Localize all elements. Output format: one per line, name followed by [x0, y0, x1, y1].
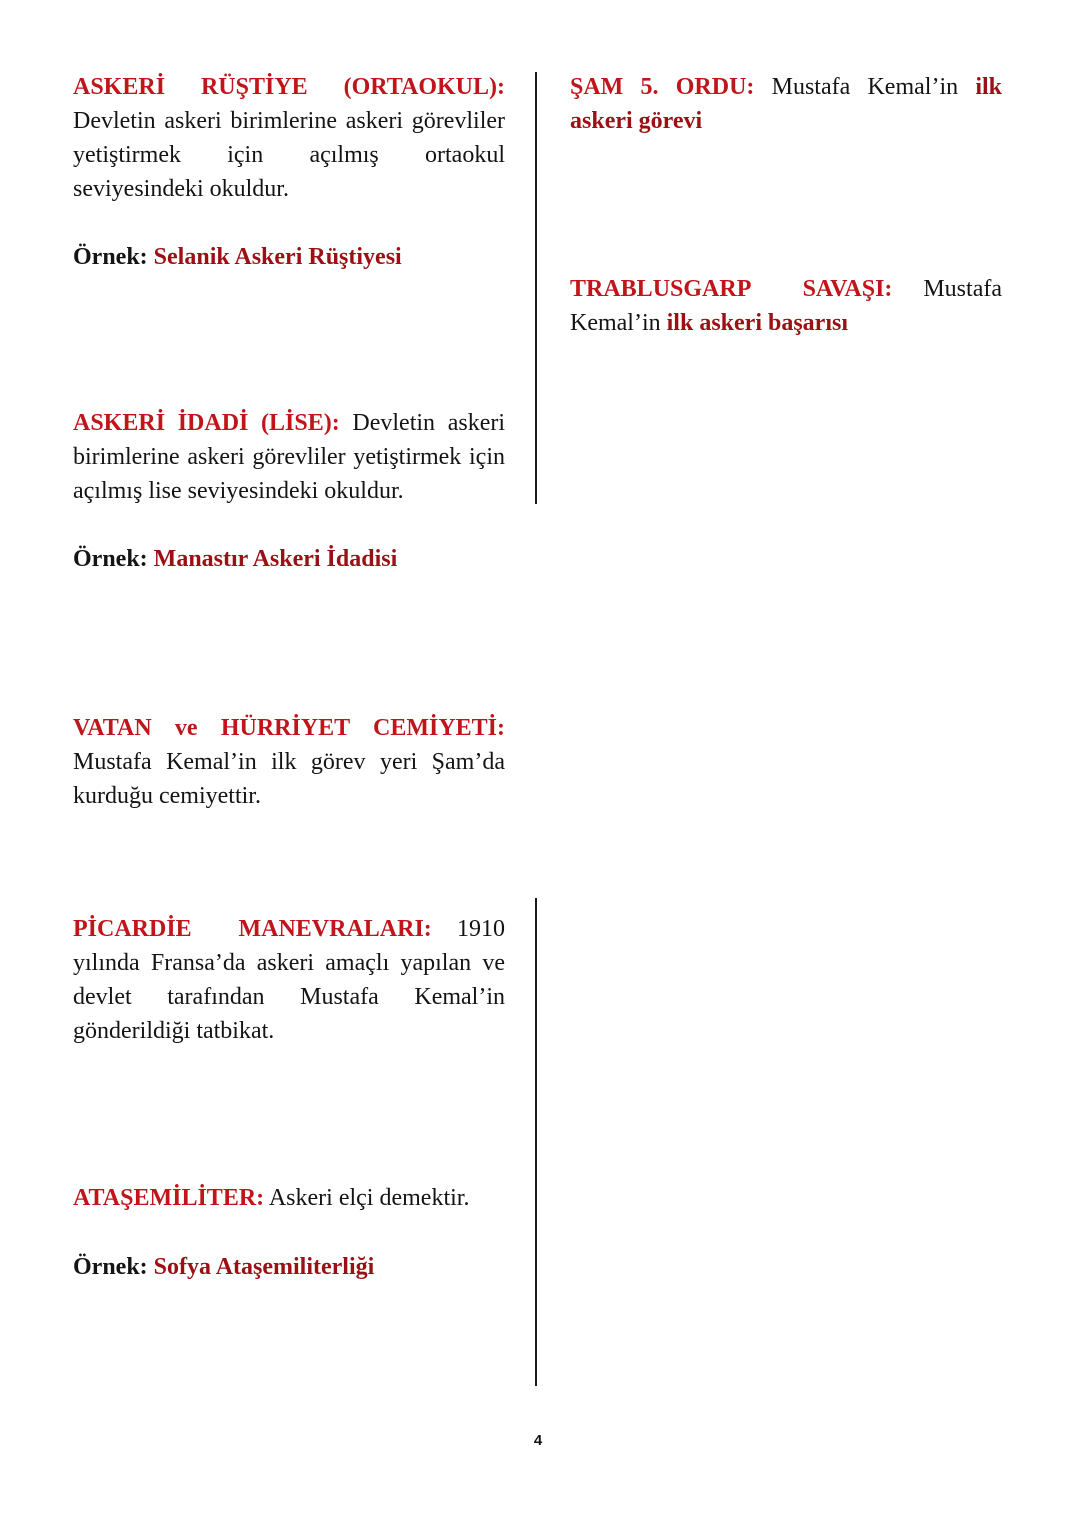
term-definition: Mustafa Kemal’in ilk görev yeri Şam’da kurduğu cemiyettir. [73, 749, 505, 809]
term-title: ASKERİ RÜŞTİYE (ORTAOKUL): [73, 74, 505, 100]
picardie-entry [73, 912, 505, 1048]
term-title: ATAŞEMİLİTER: [73, 1185, 265, 1211]
term-title: ASKERİ İDADİ (LİSE): [73, 410, 340, 436]
page-number: 4 [533, 1432, 543, 1449]
trablusgarp-entry [570, 272, 1002, 340]
example-label: Örnek: [73, 1254, 148, 1280]
term-highlight: ilk askeri görevi [570, 74, 1003, 134]
term-definition: Devletin askeri birimlerine askeri görevliler yetiştirmek için açılmış lise seviyesindeki okuldur. [73, 410, 505, 504]
askeri-idadi-entry [73, 406, 505, 508]
vatan-hurriyet-entry [73, 711, 505, 813]
askeri-rustiye-example [73, 240, 505, 274]
term-definition: 1910 yılında Fransa’da askeri amaçlı yapılan ve devlet tarafından Mustafa Kemal’in gönderildiği tatbikat. [73, 916, 505, 1044]
atasemiliter-entry [73, 1181, 505, 1215]
term-title: TRABLUSGARP SAVAŞI: [570, 276, 893, 302]
term-title: PİCARDİE MANEVRALARI: [73, 916, 432, 942]
term-text: Mustafa Kemal’in [771, 74, 959, 100]
term-title: VATAN ve HÜRRİYET CEMİYETİ: [73, 715, 505, 741]
term-definition: Devletin askeri birimlerine askeri görevliler yetiştirmek için açılmış ortaokul seviyesindeki okuldur. [73, 108, 505, 202]
example-value: Sofya Ataşemiliterliği [153, 1254, 375, 1280]
atasemiliter-example [73, 1250, 505, 1284]
term-definition: Askeri elçi demektir. [268, 1185, 470, 1211]
term-title: ŞAM 5. ORDU: [570, 74, 755, 100]
askeri-idadi-example [73, 542, 505, 576]
column-divider-top [535, 72, 537, 504]
example-label: Örnek: [73, 546, 148, 572]
askeri-rustiye-entry [73, 70, 505, 206]
example-value: Selanik Askeri Rüştiyesi [153, 244, 402, 270]
column-divider-bottom [535, 898, 537, 1386]
example-value: Manastır Askeri İdadisi [153, 546, 398, 572]
example-label: Örnek: [73, 244, 148, 270]
term-text: Mustafa Kemal’in [570, 276, 1002, 336]
term-highlight: ilk askeri başarısı [666, 310, 848, 336]
sam-ordu-entry [570, 70, 1002, 138]
